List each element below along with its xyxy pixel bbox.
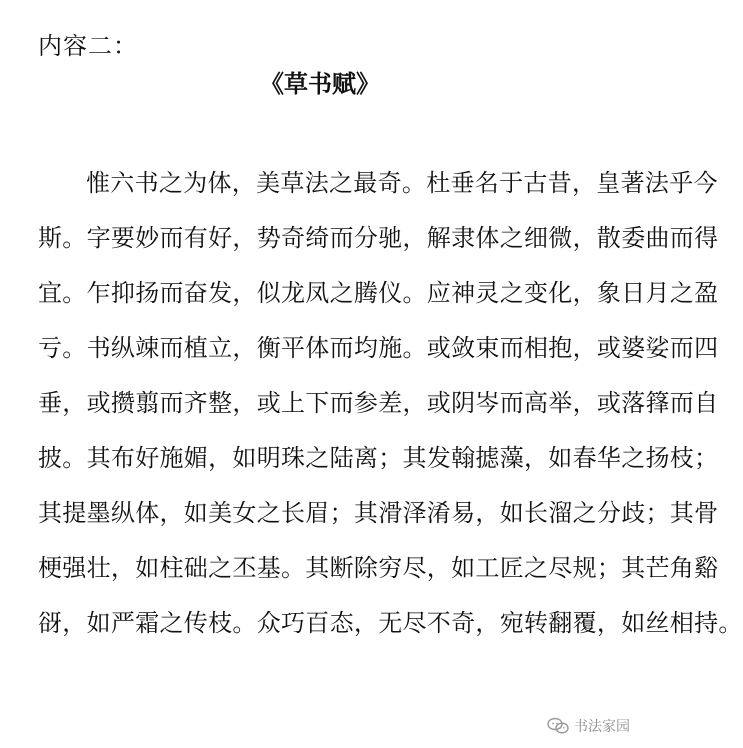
text-line: 垂，或攒翦而齐整，或上下而参差，或阴岑而高举，或落箨而自	[38, 389, 719, 417]
source-watermark	[547, 716, 630, 736]
chat-bubble-icon	[547, 717, 569, 735]
section-heading: 内容二：	[38, 32, 138, 60]
text-line: 宜。乍抑扬而奋发，似龙凤之腾仪。应神灵之变化，象日月之盈	[38, 279, 719, 307]
text-line: 亏。书纵竦而植立，衡平体而均施。或敛束而相抱，或婆娑而四	[38, 334, 719, 362]
text-line: 披。其布好施媚，如明珠之陆离；其发翰摅藻，如春华之扬枝；	[38, 444, 719, 472]
text-line: 惟六书之为体，美草法之最奇。杜垂名于古昔，皇著法乎今	[86, 169, 718, 197]
text-line: 谺，如严霜之传枝。众巧百态，无尽不奇，宛转翻覆，如丝相持。	[38, 609, 743, 637]
text-line: 其提墨纵体，如美女之长眉；其滑泽淆易，如长溜之分歧；其骨	[38, 499, 719, 527]
text-line: 梗强壮，如柱础之丕基。其断除穷尽，如工匠之尽规；其芒角谿	[38, 554, 719, 582]
watermark-label: 书法家园	[574, 719, 630, 735]
document-title: 《草书赋》	[260, 69, 380, 98]
text-line: 斯。字要妙而有好，势奇绮而分驰，解隶体之细微，散委曲而得	[38, 224, 719, 252]
